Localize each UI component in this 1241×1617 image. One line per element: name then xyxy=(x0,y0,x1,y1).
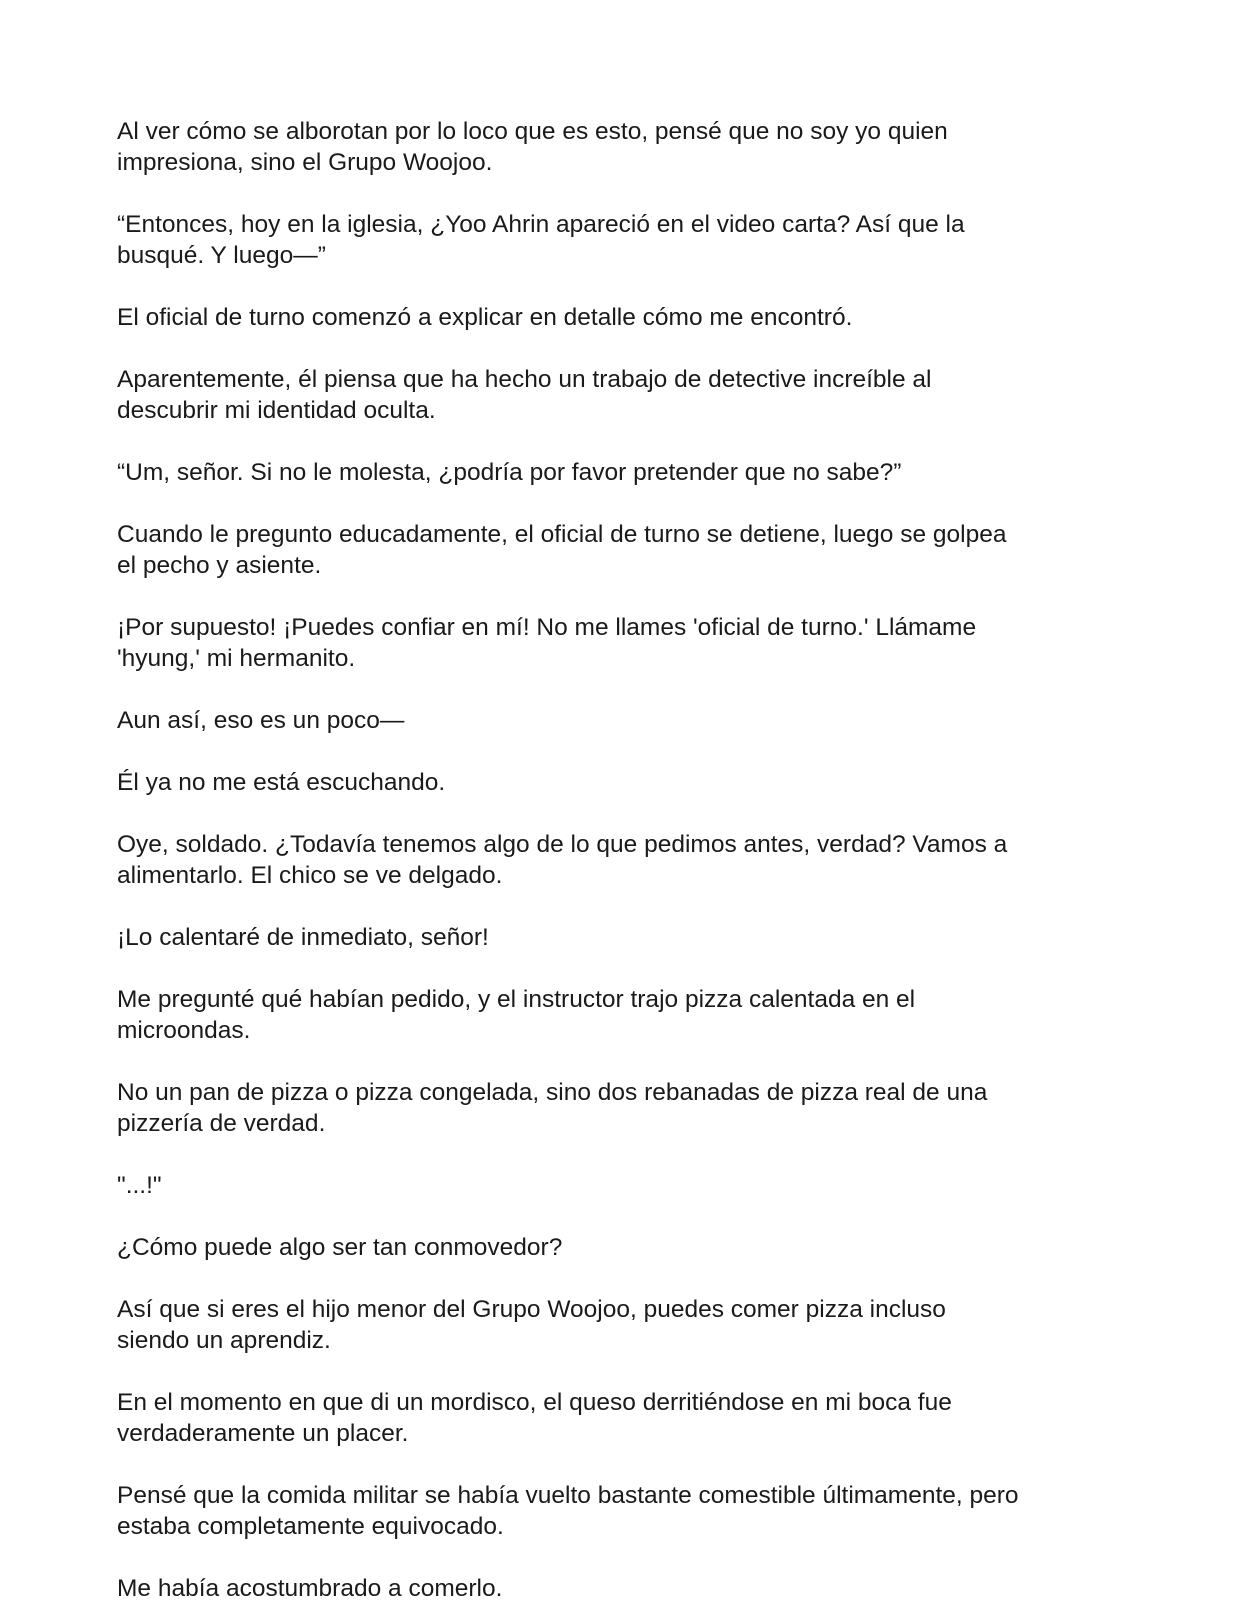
paragraph: ¿Cómo puede algo ser tan conmovedor? xyxy=(117,1234,563,1261)
paragraph: En el momento en que di un mordisco, el queso derritiéndose en mi boca fue verdaderamente un placer. xyxy=(117,1389,952,1447)
paragraph: Él ya no me está escuchando. xyxy=(117,769,446,796)
paragraph: “Um, señor. Si no le molesta, ¿podría por favor pretender que no sabe?” xyxy=(117,459,902,486)
paragraph: No un pan de pizza o pizza congelada, sino dos rebanadas de pizza real de una pizzería de verdad. xyxy=(117,1079,988,1137)
paragraph: Aun así, eso es un poco— xyxy=(117,707,405,734)
paragraph: ¡Lo calentaré de inmediato, señor! xyxy=(117,924,489,951)
paragraph: Me pregunté qué habían pedido, y el instructor trajo pizza calentada en el microondas. xyxy=(117,986,916,1044)
paragraph: El oficial de turno comenzó a explicar en detalle cómo me encontró. xyxy=(117,304,853,331)
paragraph: Aparentemente, él piensa que ha hecho un trabajo de detective increíble al descubrir mi identidad oculta. xyxy=(117,366,932,424)
document-body xyxy=(117,116,1127,1617)
paragraph: "...!" xyxy=(117,1172,162,1199)
paragraph: Me había acostumbrado a comerlo. xyxy=(117,1575,503,1602)
paragraph: Oye, soldado. ¿Todavía tenemos algo de lo que pedimos antes, verdad? Vamos a alimentarlo. El chico se ve delgado. xyxy=(117,831,1008,889)
paragraph: Pensé que la comida militar se había vuelto bastante comestible últimamente, pero estaba completamente equivocado. xyxy=(117,1482,1019,1540)
paragraph: Cuando le pregunto educadamente, el oficial de turno se detiene, luego se golpea el pecho y asiente. xyxy=(117,521,1007,579)
paragraph: Al ver cómo se alborotan por lo loco que es esto, pensé que no soy yo quien impresiona, sino el Grupo Woojoo. xyxy=(117,118,948,176)
paragraph: ¡Por supuesto! ¡Puedes confiar en mí! No me llames 'oficial de turno.' Llámame 'hyung,' mi hermanito. xyxy=(117,614,977,672)
paragraph: Así que si eres el hijo menor del Grupo Woojoo, puedes comer pizza incluso siendo un aprendiz. xyxy=(117,1296,946,1354)
paragraph: “Entonces, hoy en la iglesia, ¿Yoo Ahrin apareció en el video carta? Así que la busqué. Y luego—” xyxy=(117,211,965,269)
